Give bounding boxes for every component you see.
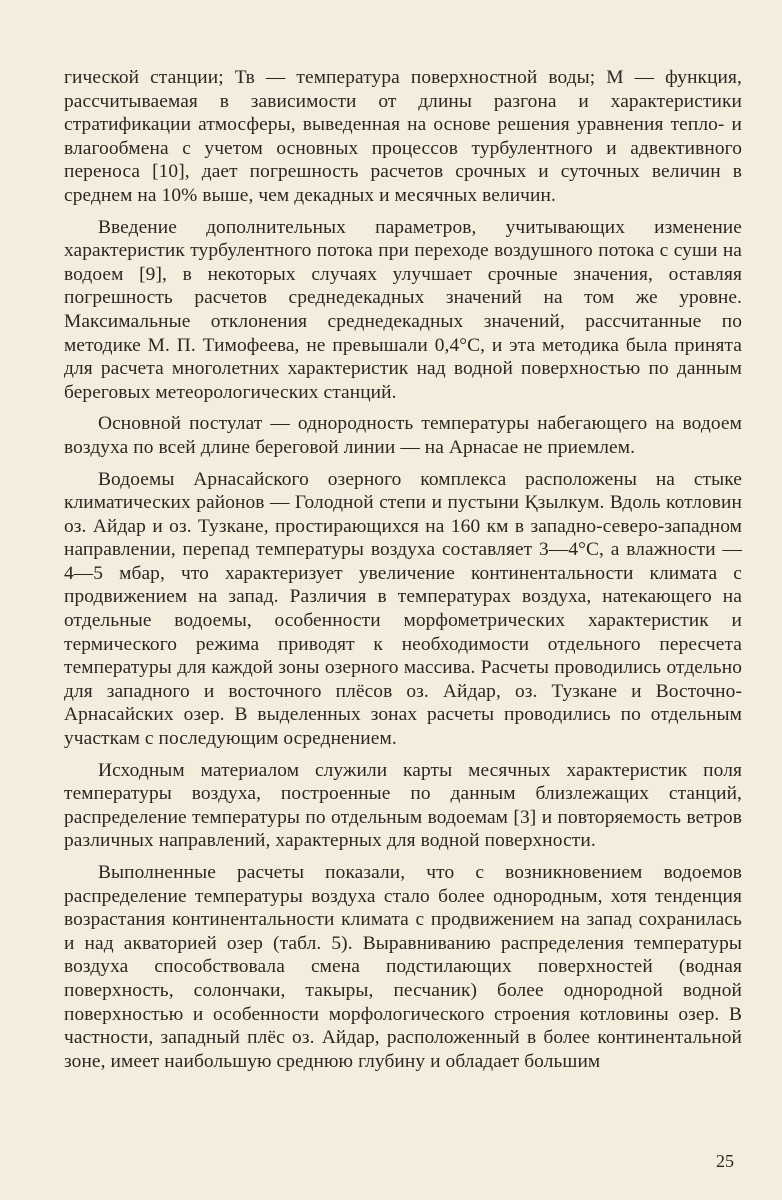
paragraph-calculation-results: Выполненные расчеты показали, что с возникновением водоемов распределение температуры воздуха стало более однородным, хотя тенденция возрастания континентальности климата с продвижением на запад сохранилась и над акваторией озер (табл. 5). Выравниванию распределения температуры воздуха способствовала смена подстилающих поверхностей (водная поверхность, солончаки, такыры, песчаник) более однородной водной поверхностью и особенности морфологического строения котловины озер. В частности, западный плёс оз. Айдар, расположенный в более континентальной зоне, имеет наибольшую среднюю глубину и обладает большим [64,862,742,1072]
paragraph-main-postulate: Основной постулат — однородность температуры набегающего на водоем воздуха по всей длине береговой линии — на Арнасае не приемлем. [64,413,742,458]
paragraph-source-material: Исходным материалом служили карты месячных характеристик поля температуры воздуха, построенные по данным близлежащих станций, распределение температуры по отдельным водоемам [3] и повторяемость ветров различных направлений, характерных для водной поверхности. [64,759,742,852]
paragraph-continuation: гической станции; Тв — температура поверхностной воды; М — функция, рассчитываемая в зависимости от длины разгона и характеристики стратификации атмосферы, выведенная на основе решения уравнения тепло- и влагообмена с учетом основных процессов турбулентного и адвективного переноса [10], дает погрешность расчетов срочных и суточных величин в среднем на 10% выше, чем декадных и месячных величин. [64,67,742,206]
page-number: 25 [716,1151,734,1171]
paragraph-additional-parameters: Введение дополнительных параметров, учитывающих изменение характеристик турбулентного потока при переходе воздушного потока с суши на водоем [9], в некоторых случаях улучшает срочные значения, оставляя погрешность расчетов среднедекадных значений на том же уровне. Максимальные отклонения среднедекадных значений, рассчитанные по методике М. П. Тимофеева, не превышали 0,4°С, и эта методика была принята для расчета многолетних характеристик над водной поверхностью по данным береговых метеорологических станций. [64,216,742,403]
paragraph-arnasai-lakes: Водоемы Арнасайского озерного комплекса расположены на стыке климатических районов — Голодной степи и пустыни Қзылкум. Вдоль котловин оз. Айдар и оз. Тузкане, простирающихся на 160 км в западно-северо-западном направлении, перепад температуры воздуха составляет 3—4°С, а влажности — 4—5 мбар, что характеризует увеличение континентальности климата с продвижением на запад. Различия в температурах воздуха, натекающего на отдельные водоемы, особенности морфометрических характеристик и термического режима приводят к необходимости отдельного пересчета температуры для каждой зоны озерного массива. Расчеты проводились отдельно для западного и восточного плёсов оз. Айдар, оз. Тузкане и Восточно-Арнасайских озер. В выделенных зонах расчеты проводились по отдельным участкам с последующим осреднением. [64,468,742,750]
